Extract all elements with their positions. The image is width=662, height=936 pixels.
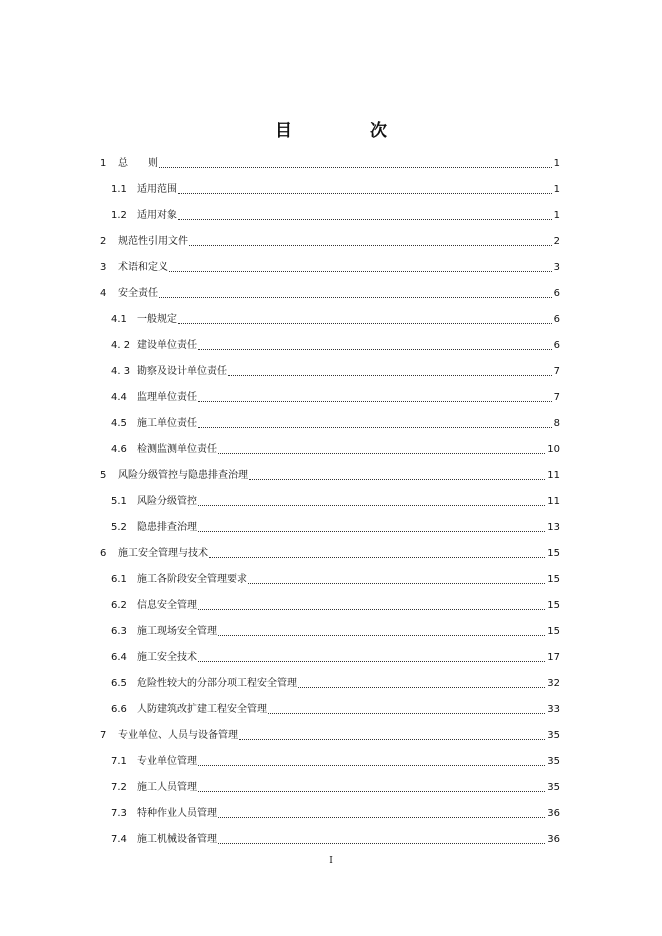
toc-entry-title: 适用对象: [137, 210, 177, 221]
toc-entry-number: 4.1: [111, 314, 127, 325]
page-number: I: [329, 856, 333, 866]
page-title: 目 次: [275, 121, 423, 141]
toc-entry-page: 7: [553, 392, 560, 403]
toc-entry-title: 施工各阶段安全管理要求: [137, 574, 247, 585]
toc-entry-page: 3: [553, 262, 560, 273]
toc-entry[interactable]: [111, 800, 560, 820]
toc-entry[interactable]: [100, 254, 560, 274]
toc-entry-page: 36: [547, 834, 560, 845]
toc-entry-title: 施工安全技术: [137, 652, 197, 663]
toc-entry[interactable]: [100, 722, 560, 742]
toc-entry-page: 8: [553, 418, 560, 429]
toc-entry-number: 4.4: [111, 392, 127, 403]
toc-entry-page: 1: [553, 184, 560, 195]
toc-entry-title: 术语和定义: [118, 262, 168, 273]
toc-entry-title: 施工人员管理: [137, 782, 197, 793]
toc-entry[interactable]: [100, 462, 560, 482]
toc-entry-title: 施工安全管理与技术: [118, 548, 208, 559]
toc-entry-page: 17: [547, 652, 560, 663]
toc-entry-number: 4.6: [111, 444, 127, 455]
toc-entry-title: 施工现场安全管理: [137, 626, 217, 637]
toc-entry[interactable]: [111, 436, 560, 456]
toc-entry[interactable]: [111, 358, 560, 378]
toc-entry-page: 11: [547, 470, 560, 481]
toc-entry-number: 6.3: [111, 626, 127, 637]
toc-entry-page: 13: [547, 522, 560, 533]
toc-dot-leader: [169, 271, 552, 272]
toc-entry[interactable]: [111, 410, 560, 430]
toc-dot-leader: [178, 193, 552, 194]
toc-entry[interactable]: [100, 540, 560, 560]
toc-entry-number: 5: [100, 470, 107, 481]
toc-entry-number: 1: [100, 158, 107, 169]
toc-dot-leader: [198, 505, 545, 506]
toc-entry[interactable]: [111, 202, 560, 222]
toc-entry-page: 15: [547, 548, 560, 559]
toc-entry-number: 7.2: [111, 782, 127, 793]
toc-entry-title: 施工单位责任: [137, 418, 197, 429]
toc-entry[interactable]: [111, 748, 560, 768]
toc-entry-number: 4.5: [111, 418, 127, 429]
toc-entry-page: 15: [547, 600, 560, 611]
toc-entry-number: 5.1: [111, 496, 127, 507]
toc-entry[interactable]: [111, 826, 560, 846]
toc-dot-leader: [198, 401, 552, 402]
toc-entry[interactable]: [111, 566, 560, 586]
toc-entry-title: 规范性引用文件: [118, 236, 188, 247]
toc-entry-page: 15: [547, 626, 560, 637]
toc-entry-number: 4. 2: [111, 340, 131, 351]
toc-dot-leader: [159, 167, 552, 168]
toc-entry[interactable]: [100, 150, 560, 170]
toc-dot-leader: [198, 791, 545, 792]
toc-entry-number: 7.1: [111, 756, 127, 767]
toc-dot-leader: [228, 375, 552, 376]
toc-entry[interactable]: [111, 306, 560, 326]
toc-entry-page: 33: [547, 704, 560, 715]
toc-entry[interactable]: [111, 644, 560, 664]
toc-dot-leader: [159, 297, 552, 298]
toc-entry-page: 7: [553, 366, 560, 377]
toc-entry[interactable]: [111, 176, 560, 196]
toc-entry-number: 2: [100, 236, 107, 247]
toc-entry-page: 35: [547, 756, 560, 767]
toc-dot-leader: [218, 843, 545, 844]
toc-entry-number: 7.4: [111, 834, 127, 845]
toc-dot-leader: [248, 583, 545, 584]
toc-entry-title: 信息安全管理: [137, 600, 197, 611]
toc-entry-number: 6: [100, 548, 107, 559]
toc-entry-page: 1: [553, 210, 560, 221]
toc-entry[interactable]: [111, 488, 560, 508]
toc-entry-number: 6.6: [111, 704, 127, 715]
toc-dot-leader: [218, 453, 545, 454]
toc-entry-number: 4: [100, 288, 107, 299]
toc-entry-number: 7.3: [111, 808, 127, 819]
toc-entry[interactable]: [111, 774, 560, 794]
toc-entry-page: 10: [547, 444, 560, 455]
toc-entry-title: 专业单位管理: [137, 756, 197, 767]
toc-dot-leader: [198, 609, 545, 610]
toc-entry-number: 6.2: [111, 600, 127, 611]
toc-entry[interactable]: [111, 384, 560, 404]
toc-entry[interactable]: [111, 618, 560, 638]
toc-entry-number: 5.2: [111, 522, 127, 533]
toc-dot-leader: [198, 765, 545, 766]
toc-entry-page: 15: [547, 574, 560, 585]
toc-dot-leader: [178, 219, 552, 220]
toc-dot-leader: [218, 817, 545, 818]
toc-entry-title: 勘察及设计单位责任: [137, 366, 227, 377]
toc-entry-page: 6: [553, 340, 560, 351]
toc-entry-page: 36: [547, 808, 560, 819]
toc-entry-title: 监理单位责任: [137, 392, 197, 403]
toc-entry-title: 特种作业人员管理: [137, 808, 217, 819]
toc-entry-title: 适用范围: [137, 184, 177, 195]
toc-entry[interactable]: [100, 228, 560, 248]
toc-entry-title: 建设单位责任: [137, 340, 197, 351]
toc-entry-page: 11: [547, 496, 560, 507]
toc-entry-page: 6: [553, 288, 560, 299]
toc-entry[interactable]: [111, 514, 560, 534]
toc-dot-leader: [198, 661, 545, 662]
toc-entry-title: 隐患排查治理: [137, 522, 197, 533]
toc-dot-leader: [218, 635, 545, 636]
toc-dot-leader: [189, 245, 552, 246]
toc-entry-title: 检测监测单位责任: [137, 444, 217, 455]
toc-dot-leader: [249, 479, 545, 480]
toc-entry[interactable]: [111, 332, 560, 352]
toc-dot-leader: [298, 687, 545, 688]
toc-entry-page: 2: [553, 236, 560, 247]
toc-entry-number: 6.1: [111, 574, 127, 585]
toc-entry-title: 专业单位、人员与设备管理: [118, 730, 238, 741]
toc-entry-page: 6: [553, 314, 560, 325]
toc-entry-title: 危险性较大的分部分项工程安全管理: [137, 678, 297, 689]
toc-entry-page: 1: [553, 158, 560, 169]
toc-dot-leader: [198, 349, 552, 350]
toc-dot-leader: [239, 739, 545, 740]
toc-entry-page: 32: [547, 678, 560, 689]
toc-entry-number: 7: [100, 730, 107, 741]
toc-entry-title: 总 则: [118, 158, 158, 169]
toc-entry-number: 1.1: [111, 184, 127, 195]
toc-entry-number: 4. 3: [111, 366, 131, 377]
toc-entry-page: 35: [547, 782, 560, 793]
toc-entry-page: 35: [547, 730, 560, 741]
toc-entry-number: 6.5: [111, 678, 127, 689]
toc-entry-number: 1.2: [111, 210, 127, 221]
toc-entry-title: 施工机械设备管理: [137, 834, 217, 845]
toc-entry[interactable]: [111, 670, 560, 690]
toc-dot-leader: [178, 323, 552, 324]
toc-entry[interactable]: [111, 696, 560, 716]
toc-entry[interactable]: [111, 592, 560, 612]
toc-entry-number: 6.4: [111, 652, 127, 663]
toc-dot-leader: [198, 531, 545, 532]
toc-entry-title: 一般规定: [137, 314, 177, 325]
toc-entry-title: 人防建筑改扩建工程安全管理: [137, 704, 267, 715]
toc-dot-leader: [209, 557, 545, 558]
toc-dot-leader: [198, 427, 552, 428]
toc-entry-title: 安全责任: [118, 288, 158, 299]
toc-entry-number: 3: [100, 262, 107, 273]
toc-entry-title: 风险分级管控与隐患排查治理: [118, 470, 248, 481]
toc-entry-title: 风险分级管控: [137, 496, 197, 507]
toc-dot-leader: [268, 713, 545, 714]
toc-entry[interactable]: [100, 280, 560, 300]
